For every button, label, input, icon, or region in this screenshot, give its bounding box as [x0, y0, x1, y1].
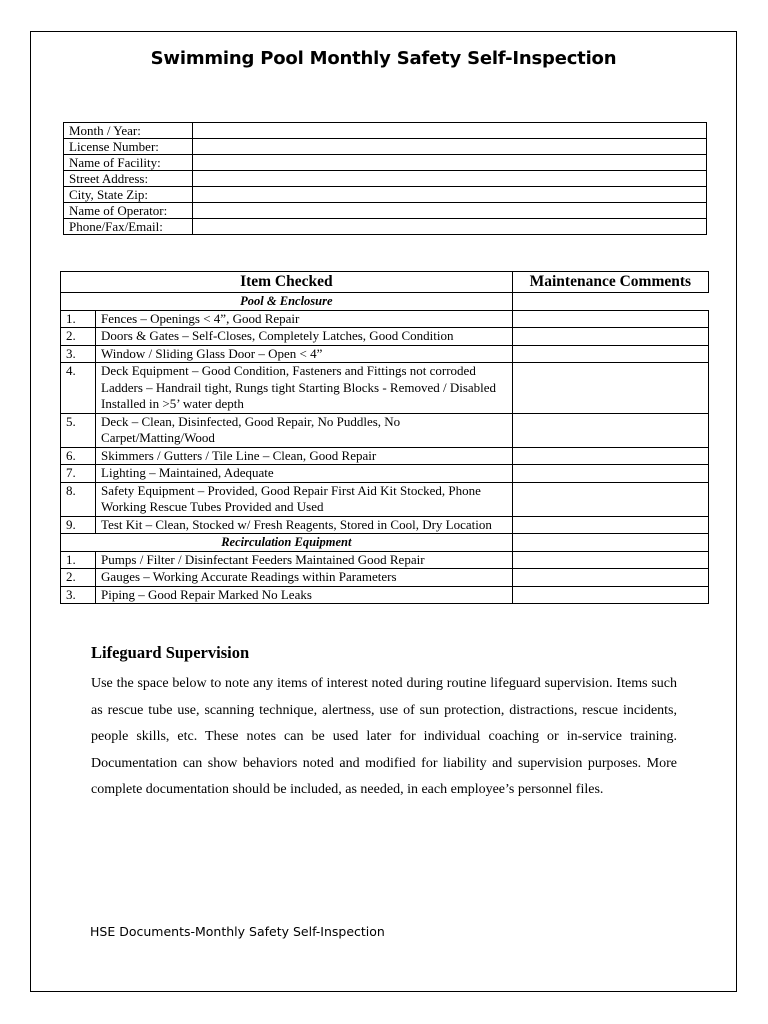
item-description-line: Deck – Clean, Disinfected, Good Repair, No Puddles, No Carpet/Matting/Wood [101, 413, 401, 445]
info-row [64, 155, 707, 171]
section-title: Pool & Enclosure [61, 293, 513, 311]
item-number: 6. [61, 447, 96, 465]
inspection-item-row [61, 482, 709, 516]
item-number: 7. [61, 465, 96, 483]
item-description-line: Piping – Good Repair Marked No Leaks [101, 586, 312, 602]
info-label: Phone/Fax/Email: [64, 219, 193, 235]
item-number: 1. [61, 551, 96, 569]
maintenance-comment-field[interactable] [512, 586, 708, 604]
info-row [64, 139, 707, 155]
info-value-field[interactable] [193, 123, 707, 139]
section-comment-cell [512, 534, 708, 552]
item-number: 3. [61, 345, 96, 363]
item-description [96, 328, 513, 346]
item-description [96, 363, 513, 414]
item-description [96, 551, 513, 569]
section-title: Recirculation Equipment [61, 534, 513, 552]
item-description [96, 465, 513, 483]
maintenance-comment-field[interactable] [512, 345, 708, 363]
item-description-line: Skimmers / Gutters / Tile Line – Clean, Good Repair [101, 447, 377, 463]
item-description-line: Deck Equipment – Good Condition, Fasteners and Fittings not corroded [101, 363, 476, 378]
document-title: Swimming Pool Monthly Safety Self-Inspection [150, 48, 617, 69]
info-row [64, 219, 707, 235]
item-description [96, 310, 513, 328]
inspection-item-row [61, 569, 709, 587]
inspection-item-row [61, 586, 709, 604]
item-number: 3. [61, 586, 96, 604]
info-label: Name of Facility: [64, 155, 193, 171]
lifeguard-body: Use the space below to note any items of interest noted during routine lifeguard supervision. Items such as rescue tube use, scanning technique, alertness, use of sun protection, distractions, rescue incidents, people skills, etc. These notes can be used later for individual coaching or in-service training. Documentation can show behaviors noted and modified for liability and supervision purposes. More complete documentation should be included, as needed, in each employee’s personnel files. [91, 676, 677, 797]
item-number: 2. [61, 328, 96, 346]
inspection-header-row [61, 272, 709, 293]
info-value-field[interactable] [193, 155, 707, 171]
info-row [64, 171, 707, 187]
info-value-field[interactable] [193, 187, 707, 203]
item-number: 4. [61, 363, 96, 414]
item-description [96, 482, 513, 516]
item-description [96, 586, 513, 604]
maintenance-comment-field[interactable] [512, 482, 708, 516]
item-number: 2. [61, 569, 96, 587]
item-description [96, 516, 513, 534]
item-number: 5. [61, 413, 96, 447]
maintenance-comment-field[interactable] [512, 413, 708, 447]
inspection-item-row [61, 413, 709, 447]
item-number: 9. [61, 516, 96, 534]
item-description [96, 413, 513, 447]
info-label: Month / Year: [64, 123, 193, 139]
section-row [61, 534, 709, 552]
inspection-item-row [61, 465, 709, 483]
item-description-line: Gauges – Working Accurate Readings within Parameters [101, 569, 397, 584]
item-description-line: Doors & Gates – Self-Closes, Completely Latches, Good Condition [101, 328, 454, 343]
item-description-line: Safety Equipment – Provided, Good Repair First Aid Kit Stocked, Phone Working Rescue Tubes Provided and Used [101, 482, 481, 514]
item-description-line: Lighting – Maintained, Adequate [101, 465, 274, 480]
inspection-item-row [61, 447, 709, 465]
header-item-checked: Item Checked [61, 272, 513, 293]
info-value-field[interactable] [193, 203, 707, 219]
info-value-field[interactable] [193, 219, 707, 235]
item-description [96, 447, 513, 465]
info-row [64, 203, 707, 219]
item-description [96, 569, 513, 587]
lifeguard-heading: Lifeguard Supervision [91, 643, 250, 662]
document-footer: HSE Documents-Monthly Safety Self-Inspection [90, 924, 385, 939]
info-label: Name of Operator: [64, 203, 193, 219]
inspection-item-row [61, 551, 709, 569]
maintenance-comment-field[interactable] [512, 569, 708, 587]
item-number: 8. [61, 482, 96, 516]
item-description-line: Ladders – Handrail tight, Rungs tight Starting Blocks - Removed / Disabled Installed in >5’ water depth [101, 379, 497, 411]
inspection-table [60, 271, 709, 604]
maintenance-comment-field[interactable] [512, 551, 708, 569]
inspection-item-row [61, 516, 709, 534]
maintenance-comment-field[interactable] [512, 363, 708, 414]
info-row [64, 187, 707, 203]
maintenance-comment-field[interactable] [512, 310, 708, 328]
info-value-field[interactable] [193, 171, 707, 187]
info-label: Street Address: [64, 171, 193, 187]
info-label: License Number: [64, 139, 193, 155]
info-value-field[interactable] [193, 139, 707, 155]
inspection-item-row [61, 345, 709, 363]
item-number: 1. [61, 310, 96, 328]
info-label: City, State Zip: [64, 187, 193, 203]
info-row [64, 123, 707, 139]
header-maintenance-comments: Maintenance Comments [512, 272, 708, 293]
inspection-item-row [61, 328, 709, 346]
inspection-item-row [61, 363, 709, 414]
maintenance-comment-field[interactable] [512, 328, 708, 346]
item-description [96, 345, 513, 363]
item-description-line: Pumps / Filter / Disinfectant Feeders Maintained Good Repair [101, 551, 425, 567]
item-description-line: Fences – Openings < 4”, Good Repair [101, 310, 300, 326]
maintenance-comment-field[interactable] [512, 465, 708, 483]
item-description-line: Window / Sliding Glass Door – Open < 4” [101, 345, 323, 361]
facility-info-table [63, 122, 707, 235]
maintenance-comment-field[interactable] [512, 447, 708, 465]
item-description-line: Test Kit – Clean, Stocked w/ Fresh Reagents, Stored in Cool, Dry Location [101, 516, 492, 532]
section-row [61, 293, 709, 311]
inspection-item-row [61, 310, 709, 328]
maintenance-comment-field[interactable] [512, 516, 708, 534]
